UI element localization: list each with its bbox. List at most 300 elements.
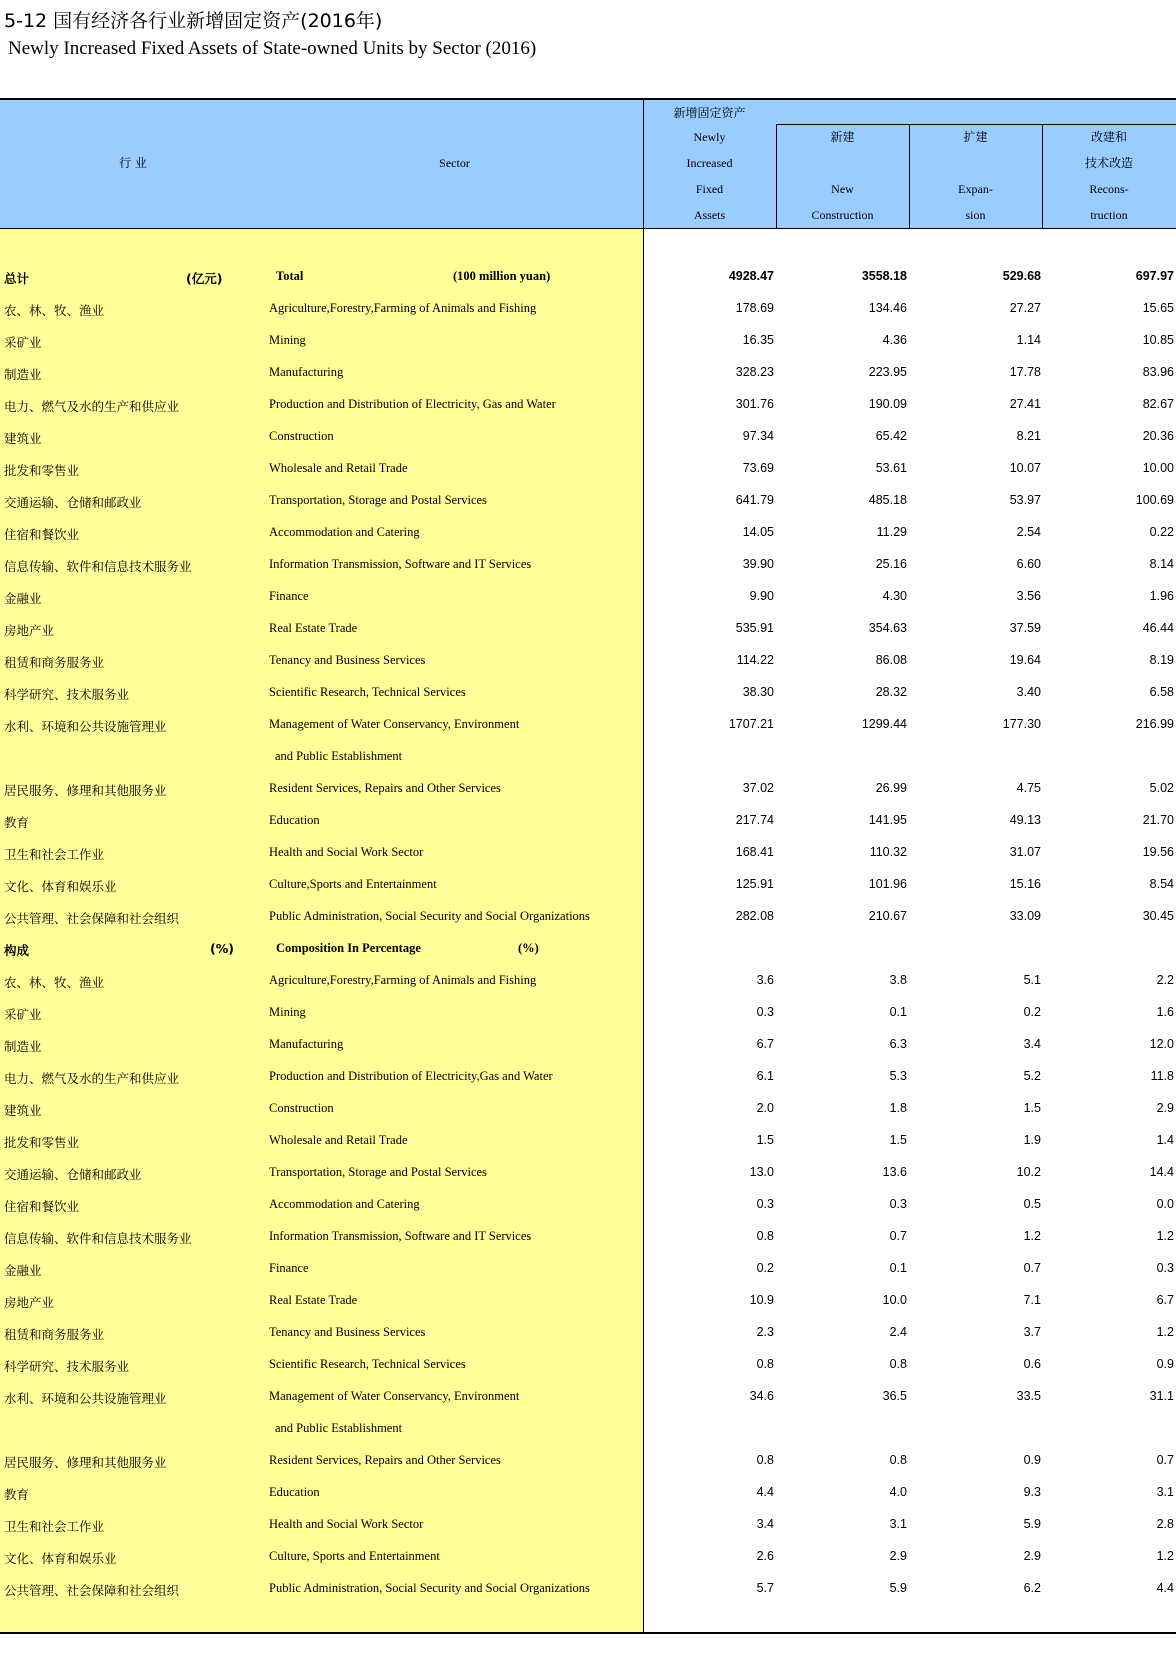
sector-en: Public Administration, Social Security and Social Organizations: [269, 1581, 590, 1595]
header-sector-cn: 行 业: [119, 156, 147, 170]
sector-cn: 租赁和商务服务业: [4, 655, 105, 670]
value-cell: 15.65: [1142, 301, 1174, 315]
value-cell: 6.3: [889, 1037, 907, 1051]
value-cell: 16.35: [742, 333, 774, 347]
value-cell: 2.8: [1156, 1517, 1174, 1531]
bottom-rule: [0, 1632, 1176, 1634]
value-cell: 0.7: [1023, 1261, 1041, 1275]
value-cell: 5.3: [889, 1069, 907, 1083]
header-col4-en-2: truction: [1090, 208, 1128, 222]
header-col1-en-2: Increased: [686, 156, 733, 170]
table-row: [0, 869, 1176, 901]
sector-cn: 房地产业: [4, 1295, 55, 1310]
value-cell: 1.8: [889, 1101, 907, 1115]
table-row: [0, 549, 1176, 581]
value-cell: 20.36: [1142, 429, 1174, 443]
value-cell: 4.4: [1156, 1581, 1174, 1595]
value-cell: 0.7: [1156, 1453, 1174, 1467]
sector-cn: 房地产业: [4, 623, 55, 638]
header-group-cn: 新增固定资产: [673, 106, 746, 120]
value-cell: 39.90: [742, 557, 774, 571]
value-cell: 83.96: [1142, 365, 1174, 379]
value-cell: 10.2: [1016, 1165, 1041, 1179]
value-cell: 38.30: [742, 685, 774, 699]
value-cell: 110.32: [869, 845, 907, 859]
top-rule: [0, 98, 1176, 100]
value-cell: 65.42: [875, 429, 907, 443]
sector-cn: 采矿业: [4, 1007, 42, 1022]
value-cell: 36.5: [882, 1389, 907, 1403]
sector-cn: 科学研究、技术服务业: [4, 687, 130, 702]
sector-en: Public Administration, Social Security and Social Organizations: [269, 909, 590, 923]
value-cell: 1.5: [756, 1133, 774, 1147]
value-cell: 1.96: [1149, 589, 1174, 603]
sector-en: Construction: [269, 1101, 334, 1115]
value-cell: 697.97: [1135, 269, 1174, 283]
sector-cn: 交通运输、仓储和邮政业: [4, 495, 142, 510]
table-row: [0, 901, 1176, 933]
value-cell: 1.9: [1023, 1133, 1041, 1147]
sector-en: Resident Services, Repairs and Other Services: [269, 781, 501, 795]
value-cell: 10.00: [1142, 461, 1174, 475]
table-row: [0, 1093, 1176, 1125]
sector-en-continued: and Public Establishment: [275, 1421, 403, 1435]
unit-en: (100 million yuan): [453, 269, 551, 283]
value-cell: 4.30: [882, 589, 907, 603]
header-col4-cn-2: 技术改造: [1084, 156, 1133, 170]
value-cell: 134.46: [868, 301, 907, 315]
header-sector-en: Sector: [439, 156, 470, 170]
table-row-composition: [0, 933, 1176, 965]
value-cell: 3558.18: [861, 269, 907, 283]
sector-en: Transportation, Storage and Postal Services: [269, 1165, 487, 1179]
value-cell: 28.32: [875, 685, 907, 699]
value-cell: 1.2: [1156, 1229, 1174, 1243]
sector-en: Management of Water Conservancy, Environment: [269, 717, 520, 731]
sector-cn: 建筑业: [4, 431, 42, 446]
value-cell: 217.74: [735, 813, 774, 827]
sector-cn: 文化、体育和娱乐业: [4, 1551, 117, 1566]
value-cell: 1.14: [1016, 333, 1041, 347]
value-cell: 14.05: [742, 525, 774, 539]
table-row: [0, 645, 1176, 677]
sector-cn: 住宿和餐饮业: [4, 527, 80, 542]
table-row: [0, 421, 1176, 453]
sector-en: Construction: [269, 429, 334, 443]
sector-cn: 水利、环境和公共设施管理业: [4, 1391, 167, 1406]
value-cell: 0.3: [756, 1197, 774, 1211]
value-cell: 3.8: [889, 973, 907, 987]
table-row: [0, 453, 1176, 485]
value-cell: 9.3: [1023, 1485, 1041, 1499]
value-cell: 0.9: [1023, 1453, 1041, 1467]
value-cell: 3.6: [756, 973, 774, 987]
table-row: [0, 1541, 1176, 1573]
table-row: [0, 1125, 1176, 1157]
sector-en: Education: [269, 813, 320, 827]
table-row: [0, 389, 1176, 421]
sector-en: Information Transmission, Software and IT Services: [269, 1229, 532, 1243]
sector-en: Culture, Sports and Entertainment: [269, 1549, 440, 1563]
value-cell: 7.1: [1023, 1293, 1041, 1307]
value-cell: 282.08: [735, 909, 774, 923]
sector-cn: 农、林、牧、渔业: [4, 303, 105, 318]
value-cell: 301.76: [735, 397, 774, 411]
value-cell: 641.79: [735, 493, 774, 507]
value-cell: 0.3: [889, 1197, 907, 1211]
value-cell: 5.2: [1023, 1069, 1041, 1083]
unit-cn: (%): [210, 941, 234, 956]
value-cell: 2.2: [1156, 973, 1174, 987]
value-cell: 210.67: [868, 909, 907, 923]
value-cell: 34.6: [749, 1389, 774, 1403]
value-cell: 0.3: [1156, 1261, 1174, 1275]
sector-en: Scientific Research, Technical Services: [269, 1357, 466, 1371]
value-cell: 2.9: [1156, 1101, 1174, 1115]
value-cell: 6.60: [1016, 557, 1041, 571]
sector-en: Total: [276, 269, 304, 283]
sector-cn: 信息传输、软件和信息技术服务业: [4, 559, 192, 574]
value-cell: 3.4: [1023, 1037, 1041, 1051]
header-col1-en-3: Fixed: [695, 182, 724, 196]
value-cell: 4.4: [756, 1485, 774, 1499]
value-cell: 5.02: [1149, 781, 1174, 795]
sector-cn: 金融业: [4, 1263, 42, 1278]
value-cell: 0.8: [756, 1357, 774, 1371]
header-col4-cn-1: 改建和: [1090, 130, 1127, 144]
table-row: [0, 1349, 1176, 1381]
sector-cn: 教育: [4, 815, 30, 830]
value-cell: 10.0: [882, 1293, 907, 1307]
sector-cn: 批发和零售业: [4, 1135, 80, 1150]
header-col3-cn: 扩建: [963, 130, 988, 144]
value-cell: 0.1: [889, 1005, 907, 1019]
value-cell: 125.91: [735, 877, 774, 891]
sector-cn: 教育: [4, 1487, 30, 1502]
value-cell: 5.9: [889, 1581, 907, 1595]
sector-en: Real Estate Trade: [269, 621, 358, 635]
section-cn: 构成: [4, 943, 30, 958]
value-cell: 8.21: [1016, 429, 1041, 443]
sector-cn: 制造业: [4, 367, 42, 382]
value-cell: 12.0: [1149, 1037, 1174, 1051]
table-row: [0, 773, 1176, 805]
unit-cn: (亿元): [186, 271, 223, 286]
value-cell: 6.1: [756, 1069, 774, 1083]
sector-en: Production and Distribution of Electricity,Gas and Water: [269, 1069, 553, 1083]
value-cell: 0.2: [756, 1261, 774, 1275]
value-cell: 5.7: [756, 1581, 774, 1595]
sector-cn: 科学研究、技术服务业: [4, 1359, 130, 1374]
value-cell: 27.27: [1009, 301, 1041, 315]
data-table: [0, 98, 1176, 1634]
value-cell: 19.56: [1142, 845, 1174, 859]
sector-cn: 制造业: [4, 1039, 42, 1054]
header-col3-en-2: sion: [965, 208, 986, 222]
sector-en: Agriculture,Forestry,Farming of Animals and Fishing: [269, 301, 537, 315]
value-cell: 3.4: [756, 1517, 774, 1531]
value-cell: 0.9: [1156, 1357, 1174, 1371]
table-row: [0, 517, 1176, 549]
sector-en: Culture,Sports and Entertainment: [269, 877, 437, 891]
sector-en: Mining: [269, 333, 306, 347]
value-cell: 0.7: [889, 1229, 907, 1243]
sector-cn: 居民服务、修理和其他服务业: [4, 1455, 167, 1470]
value-cell: 354.63: [868, 621, 907, 635]
header-col1-en-1: Newly: [693, 130, 726, 144]
value-cell: 13.0: [749, 1165, 774, 1179]
sector-cn: 租赁和商务服务业: [4, 1327, 105, 1342]
value-cell: 6.2: [1023, 1581, 1041, 1595]
value-cell: 177.30: [1002, 717, 1041, 731]
table-row: [0, 1285, 1176, 1317]
value-cell: 0.8: [889, 1357, 907, 1371]
value-cell: 0.6: [1023, 1357, 1041, 1371]
value-cell: 37.02: [742, 781, 774, 795]
sector-en: Health and Social Work Sector: [269, 1517, 424, 1531]
value-cell: 30.45: [1142, 909, 1174, 923]
value-cell: 1.4: [1156, 1133, 1174, 1147]
header-col3-en-1: Expan-: [958, 182, 993, 196]
value-cell: 14.4: [1149, 1165, 1174, 1179]
value-cell: 13.6: [882, 1165, 907, 1179]
table-row: [0, 1253, 1176, 1285]
section-en: Composition In Percentage: [276, 941, 421, 955]
sector-en: Real Estate Trade: [269, 1293, 358, 1307]
table-row: [0, 1189, 1176, 1221]
sector-cn: 建筑业: [4, 1103, 42, 1118]
sector-cn: 住宿和餐饮业: [4, 1199, 80, 1214]
sector-cn: 电力、燃气及水的生产和供应业: [4, 399, 180, 414]
sector-en: Resident Services, Repairs and Other Services: [269, 1453, 501, 1467]
table-row: [0, 293, 1176, 325]
sector-cn: 公共管理、社会保障和社会组织: [4, 1583, 180, 1598]
sector-en: Information Transmission, Software and IT Services: [269, 557, 532, 571]
value-cell: 1.2: [1023, 1229, 1041, 1243]
value-cell: 11.8: [1150, 1069, 1174, 1083]
value-cell: 2.9: [1023, 1549, 1041, 1563]
value-cell: 17.78: [1009, 365, 1041, 379]
value-cell: 33.09: [1009, 909, 1041, 923]
value-cell: 0.8: [889, 1453, 907, 1467]
sector-en: Finance: [269, 589, 309, 603]
value-cell: 535.91: [735, 621, 774, 635]
value-cell: 3.1: [1156, 1485, 1174, 1499]
value-cell: 216.99: [1135, 717, 1174, 731]
value-cell: 19.64: [1009, 653, 1041, 667]
sector-en: Tenancy and Business Services: [269, 1325, 426, 1339]
value-cell: 15.16: [1009, 877, 1041, 891]
value-cell: 223.95: [868, 365, 907, 379]
sector-en: Tenancy and Business Services: [269, 653, 426, 667]
table-row-continuation: [0, 1413, 1176, 1445]
table-row: [0, 357, 1176, 389]
table-row: [0, 805, 1176, 837]
sector-cn: 卫生和社会工作业: [4, 1519, 105, 1534]
value-cell: 26.99: [875, 781, 907, 795]
unit-en: (%): [518, 941, 539, 955]
value-cell: 2.4: [889, 1325, 907, 1339]
value-cell: 0.5: [1023, 1197, 1041, 1211]
sector-en: Manufacturing: [269, 365, 344, 379]
sector-cn: 文化、体育和娱乐业: [4, 879, 117, 894]
table-row: [0, 997, 1176, 1029]
table-row: [0, 1573, 1176, 1605]
sector-en: Production and Distribution of Electricity, Gas and Water: [269, 397, 556, 411]
value-cell: 1.5: [889, 1133, 907, 1147]
value-cell: 31.1: [1149, 1389, 1174, 1403]
table-row: [0, 709, 1176, 741]
value-cell: 2.6: [756, 1549, 774, 1563]
value-cell: 2.9: [889, 1549, 907, 1563]
table-row: [0, 1221, 1176, 1253]
value-cell: 114.22: [736, 653, 774, 667]
table-row: [0, 613, 1176, 645]
sector-en: Agriculture,Forestry,Farming of Animals and Fishing: [269, 973, 537, 987]
header-col2-cn: 新建: [830, 130, 855, 144]
value-cell: 73.69: [742, 461, 774, 475]
value-cell: 141.95: [868, 813, 907, 827]
sector-en: Finance: [269, 1261, 309, 1275]
sector-en: Health and Social Work Sector: [269, 845, 424, 859]
sector-cn: 金融业: [4, 591, 42, 606]
table-row: [0, 1509, 1176, 1541]
value-cell: 0.8: [756, 1453, 774, 1467]
table-row: [0, 1477, 1176, 1509]
header-col4-en-1: Recons-: [1089, 182, 1129, 196]
value-cell: 33.5: [1016, 1389, 1041, 1403]
sector-cn: 总计: [4, 271, 30, 286]
table-row: [0, 485, 1176, 517]
value-cell: 0.0: [1156, 1197, 1174, 1211]
table-row: [0, 325, 1176, 357]
sector-cn: 采矿业: [4, 335, 42, 350]
value-cell: 3.1: [889, 1517, 907, 1531]
value-cell: 1.5: [1023, 1101, 1041, 1115]
table-row: [0, 1061, 1176, 1093]
header-col2-en-1: New: [831, 182, 854, 196]
sector-cn: 卫生和社会工作业: [4, 847, 105, 862]
value-cell: 46.44: [1142, 621, 1174, 635]
value-cell: 53.97: [1009, 493, 1041, 507]
table-row: [0, 1029, 1176, 1061]
value-cell: 27.41: [1009, 397, 1041, 411]
value-cell: 2.3: [756, 1325, 774, 1339]
value-cell: 8.54: [1149, 877, 1174, 891]
value-cell: 328.23: [735, 365, 774, 379]
table-row: [0, 837, 1176, 869]
value-cell: 0.8: [756, 1229, 774, 1243]
value-cell: 49.13: [1009, 813, 1041, 827]
value-cell: 100.69: [1135, 493, 1174, 507]
value-cell: 4.75: [1016, 781, 1041, 795]
sector-cn: 农、林、牧、渔业: [4, 975, 105, 990]
value-cell: 5.9: [1023, 1517, 1041, 1531]
table-row: [0, 581, 1176, 613]
value-cell: 21.70: [1142, 813, 1174, 827]
sector-en: Transportation, Storage and Postal Services: [269, 493, 487, 507]
sector-cn: 交通运输、仓储和邮政业: [4, 1167, 142, 1182]
value-cell: 1.2: [1156, 1549, 1174, 1563]
sector-cn: 居民服务、修理和其他服务业: [4, 783, 167, 798]
value-cell: 11.29: [876, 525, 907, 539]
value-cell: 10.9: [749, 1293, 774, 1307]
header-col1-en-4: Assets: [693, 208, 726, 222]
value-cell: 82.67: [1142, 397, 1174, 411]
value-cell: 6.58: [1149, 685, 1174, 699]
sector-en: Wholesale and Retail Trade: [269, 1133, 408, 1147]
sector-cn: 信息传输、软件和信息技术服务业: [4, 1231, 192, 1246]
value-cell: 4.36: [882, 333, 907, 347]
table-row: [0, 677, 1176, 709]
table-row-total: [0, 261, 1176, 293]
value-cell: 97.34: [742, 429, 774, 443]
table-row: [0, 965, 1176, 997]
sector-cn: 电力、燃气及水的生产和供应业: [4, 1071, 180, 1086]
value-cell: 2.0: [756, 1101, 774, 1115]
value-cell: 1299.44: [861, 717, 907, 731]
sector-en: Mining: [269, 1005, 306, 1019]
value-cell: 1.6: [1156, 1005, 1174, 1019]
sector-en: Accommodation and Catering: [269, 525, 420, 539]
sector-cn: 水利、环境和公共设施管理业: [4, 719, 167, 734]
sector-en-continued: and Public Establishment: [275, 749, 403, 763]
value-cell: 2.54: [1016, 525, 1041, 539]
page-title-cn: 5-12 国有经济各行业新增固定资产(2016年): [4, 10, 383, 32]
table-row-continuation: [0, 741, 1176, 773]
sector-cn: 公共管理、社会保障和社会组织: [4, 911, 180, 926]
header-divider: [0, 228, 1176, 229]
value-cell: 1.2: [1156, 1325, 1174, 1339]
sector-en: Wholesale and Retail Trade: [269, 461, 408, 475]
value-cell: 4.0: [889, 1485, 907, 1499]
sector-en: Scientific Research, Technical Services: [269, 685, 466, 699]
value-cell: 8.19: [1149, 653, 1174, 667]
table-row: [0, 1157, 1176, 1189]
value-cell: 3.7: [1023, 1325, 1041, 1339]
sector-en: Education: [269, 1485, 320, 1499]
value-cell: 6.7: [1156, 1293, 1174, 1307]
sector-en: Manufacturing: [269, 1037, 344, 1051]
value-cell: 31.07: [1009, 845, 1041, 859]
table-row: [0, 1317, 1176, 1349]
sector-cn: 批发和零售业: [4, 463, 80, 478]
value-cell: 3.40: [1016, 685, 1041, 699]
value-cell: 190.09: [868, 397, 907, 411]
value-cell: 25.16: [875, 557, 907, 571]
value-cell: 529.68: [1002, 269, 1041, 283]
sector-en: Management of Water Conservancy, Environment: [269, 1389, 520, 1403]
value-cell: 53.61: [875, 461, 907, 475]
header-col2-en-2: Construction: [811, 208, 874, 222]
value-cell: 1707.21: [728, 717, 774, 731]
value-cell: 6.7: [756, 1037, 774, 1051]
value-cell: 101.96: [868, 877, 907, 891]
sector-en: Accommodation and Catering: [269, 1197, 420, 1211]
value-cell: 86.08: [875, 653, 907, 667]
value-cell: 168.41: [735, 845, 774, 859]
value-cell: 5.1: [1023, 973, 1041, 987]
value-cell: 37.59: [1009, 621, 1041, 635]
value-cell: 485.18: [868, 493, 907, 507]
table-row: [0, 1381, 1176, 1413]
value-cell: 8.14: [1149, 557, 1174, 571]
page-title-en: Newly Increased Fixed Assets of State-owned Units by Sector (2016): [8, 38, 537, 59]
value-cell: 0.1: [889, 1261, 907, 1275]
value-cell: 9.90: [749, 589, 774, 603]
value-cell: 178.69: [735, 301, 774, 315]
value-cell: 3.56: [1016, 589, 1041, 603]
